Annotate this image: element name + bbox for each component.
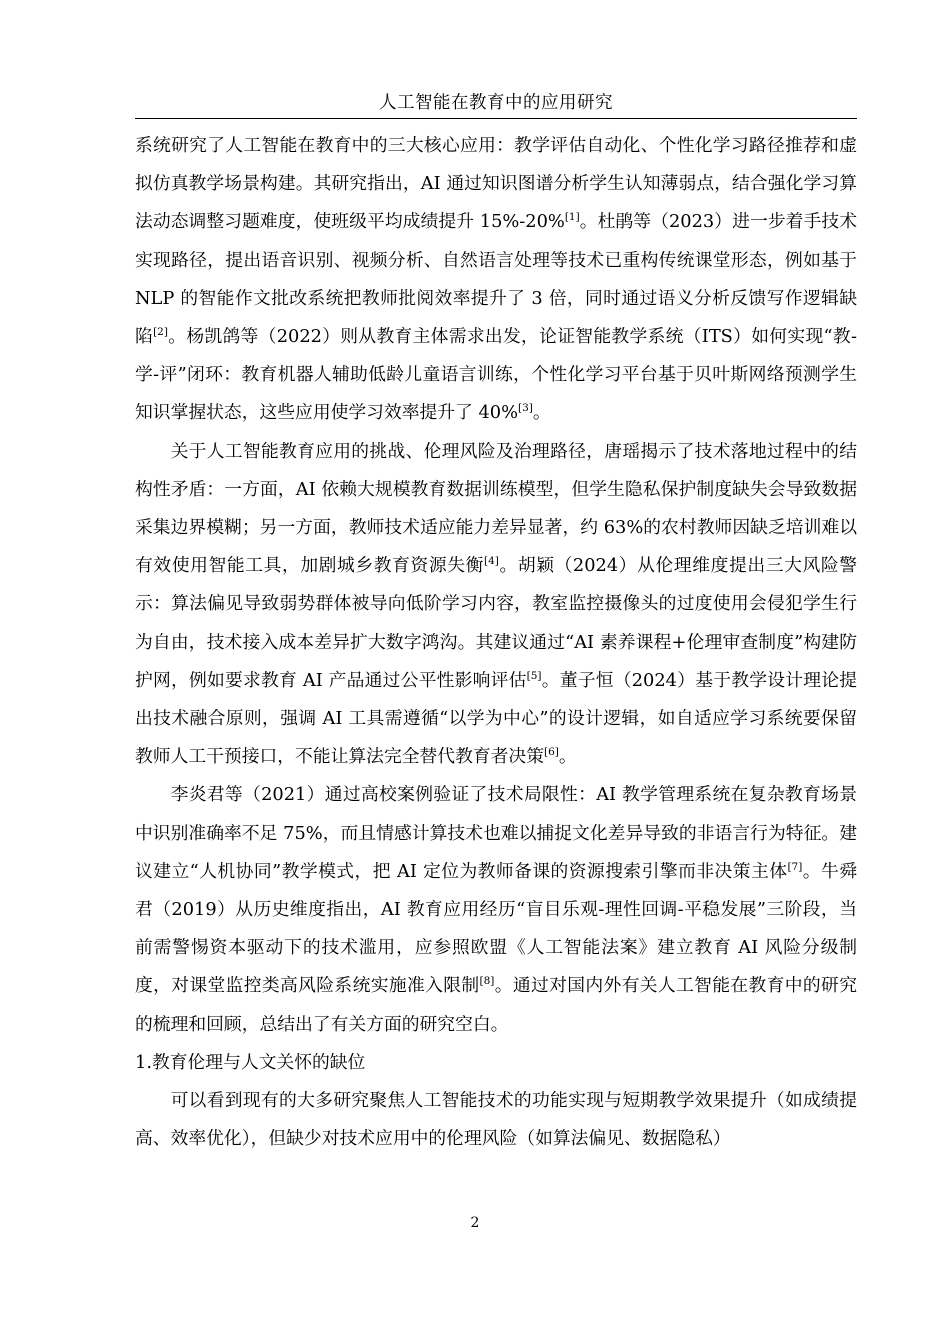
citation-marker: [5] [526,669,542,682]
citation-marker: [6] [543,746,559,759]
page-header [135,88,857,119]
paragraph-text: 。胡颖（2024）从伦理维度提出三大风险警示：算法偏见导致弱势群体被导向低阶学习内容，教室监控摄像头的过度使用会侵犯学生行为自由，技术接入成本差异扩大数字鸿沟。其建议通过“AI 素养课程+伦理审查制度”构建防护网，例如要求教育 AI 产品通过公平性影响评估 [135,555,857,691]
citation-marker: [1] [564,211,580,224]
paragraph-text: 。杜鹃等（2023）进一步着手技术实现路径，提出语音识别、视频分析、自然语言处理等技术已重构传统课堂形态，例如基于 NLP 的智能作文批改系统把教师批阅效率提升了 3 倍，同时通过语义分析反馈写作逻辑缺陷 [135,211,857,348]
paragraph-text: 。 [558,746,577,768]
paragraph-3 [135,776,857,1043]
header-title: 人工智能在教育中的应用研究 [379,93,613,113]
citation-marker: [3] [518,402,533,415]
paragraph-text: 。杨凯鸽等（2022）则从教育主体需求出发，论证智能教学系统（ITS）如何实现“教-学-评”闭环：教育机器人辅助低龄儿童语言训练，个性化学习平台基于贝叶斯网络预测学生知识掌握状态，这些应用使学习效率提升了 40% [135,326,857,424]
paragraph-text: 关于人工智能教育应用的挑战、伦理风险及治理路径，唐瑶揭示了技术落地过程中的结构性矛盾：一方面，AI 依赖大规模教育数据训练模型，但学生隐私保护制度缺失会导致数据采集边界模糊；另一方面，教师技术适应能力差异显著，约 63%的农村教师因缺乏培训难以有效使用智能工具，加剧城乡教育资源失衡 [135,440,857,577]
paragraph-text: 李炎君等（2021）通过高校案例验证了技术局限性：AI 教学管理系统在复杂教育场景中识别准确率不足 75%，而且情感计算技术也难以捕捉文化差异导致的非语言行为特征。建议建立“人机协同”教学模式，把 AI 定位为教师备课的资源搜索引擎而非决策主体 [135,784,857,882]
paragraph-1 [135,127,857,433]
citation-marker: [2] [153,326,168,339]
paragraph-text: 。 [532,402,551,424]
section-heading: 1.教育伦理与人文关怀的缺位 [135,1051,366,1073]
page-number: 2 [470,1215,480,1231]
paragraph-text: 系统研究了人工智能在教育中的三大核心应用：教学评估自动化、个性化学习路径推荐和虚拟仿真教学场景构建。其研究指出，AI 通过知识图谱分析学生认知薄弱点，结合强化学习算法动态调整习题难度，使班级平均成绩提升 15%-20% [135,135,857,233]
paragraph-2 [135,433,857,777]
paragraph-text: 。通过对国内外有关人工智能在教育中的研究的梳理和回顾，总结出了有关方面的研究空白。 [135,975,857,1035]
paragraph-text: 。牛舜君（2019）从历史维度指出，AI 教育应用经历“盲目乐观-理性回调-平稳发展”三阶段，当前需警惕资本驱动下的技术滥用，应参照欧盟《人工智能法案》建立教育 AI 风险分级制度，对课堂监控类高风险系统实施准入限制 [135,860,857,997]
citation-marker: [8] [479,975,495,988]
citation-marker: [7] [787,860,803,873]
citation-marker: [4] [484,555,499,568]
paragraph-text: 。董子恒（2024）基于教学设计理论提出技术融合原则，强调 AI 工具需遵循“以学为中心”的设计逻辑，如自适应学习系统要保留教师人工干预接口，不能让算法完全替代教育者决策 [135,669,857,768]
paragraph-4: 可以看到现有的大多研究聚焦人工智能技术的功能实现与短期教学效果提升（如成绩提高、效率优化），但缺少对技术应用中的伦理风险（如算法偏见、数据隐私） [135,1090,857,1150]
body-text [135,127,857,1158]
